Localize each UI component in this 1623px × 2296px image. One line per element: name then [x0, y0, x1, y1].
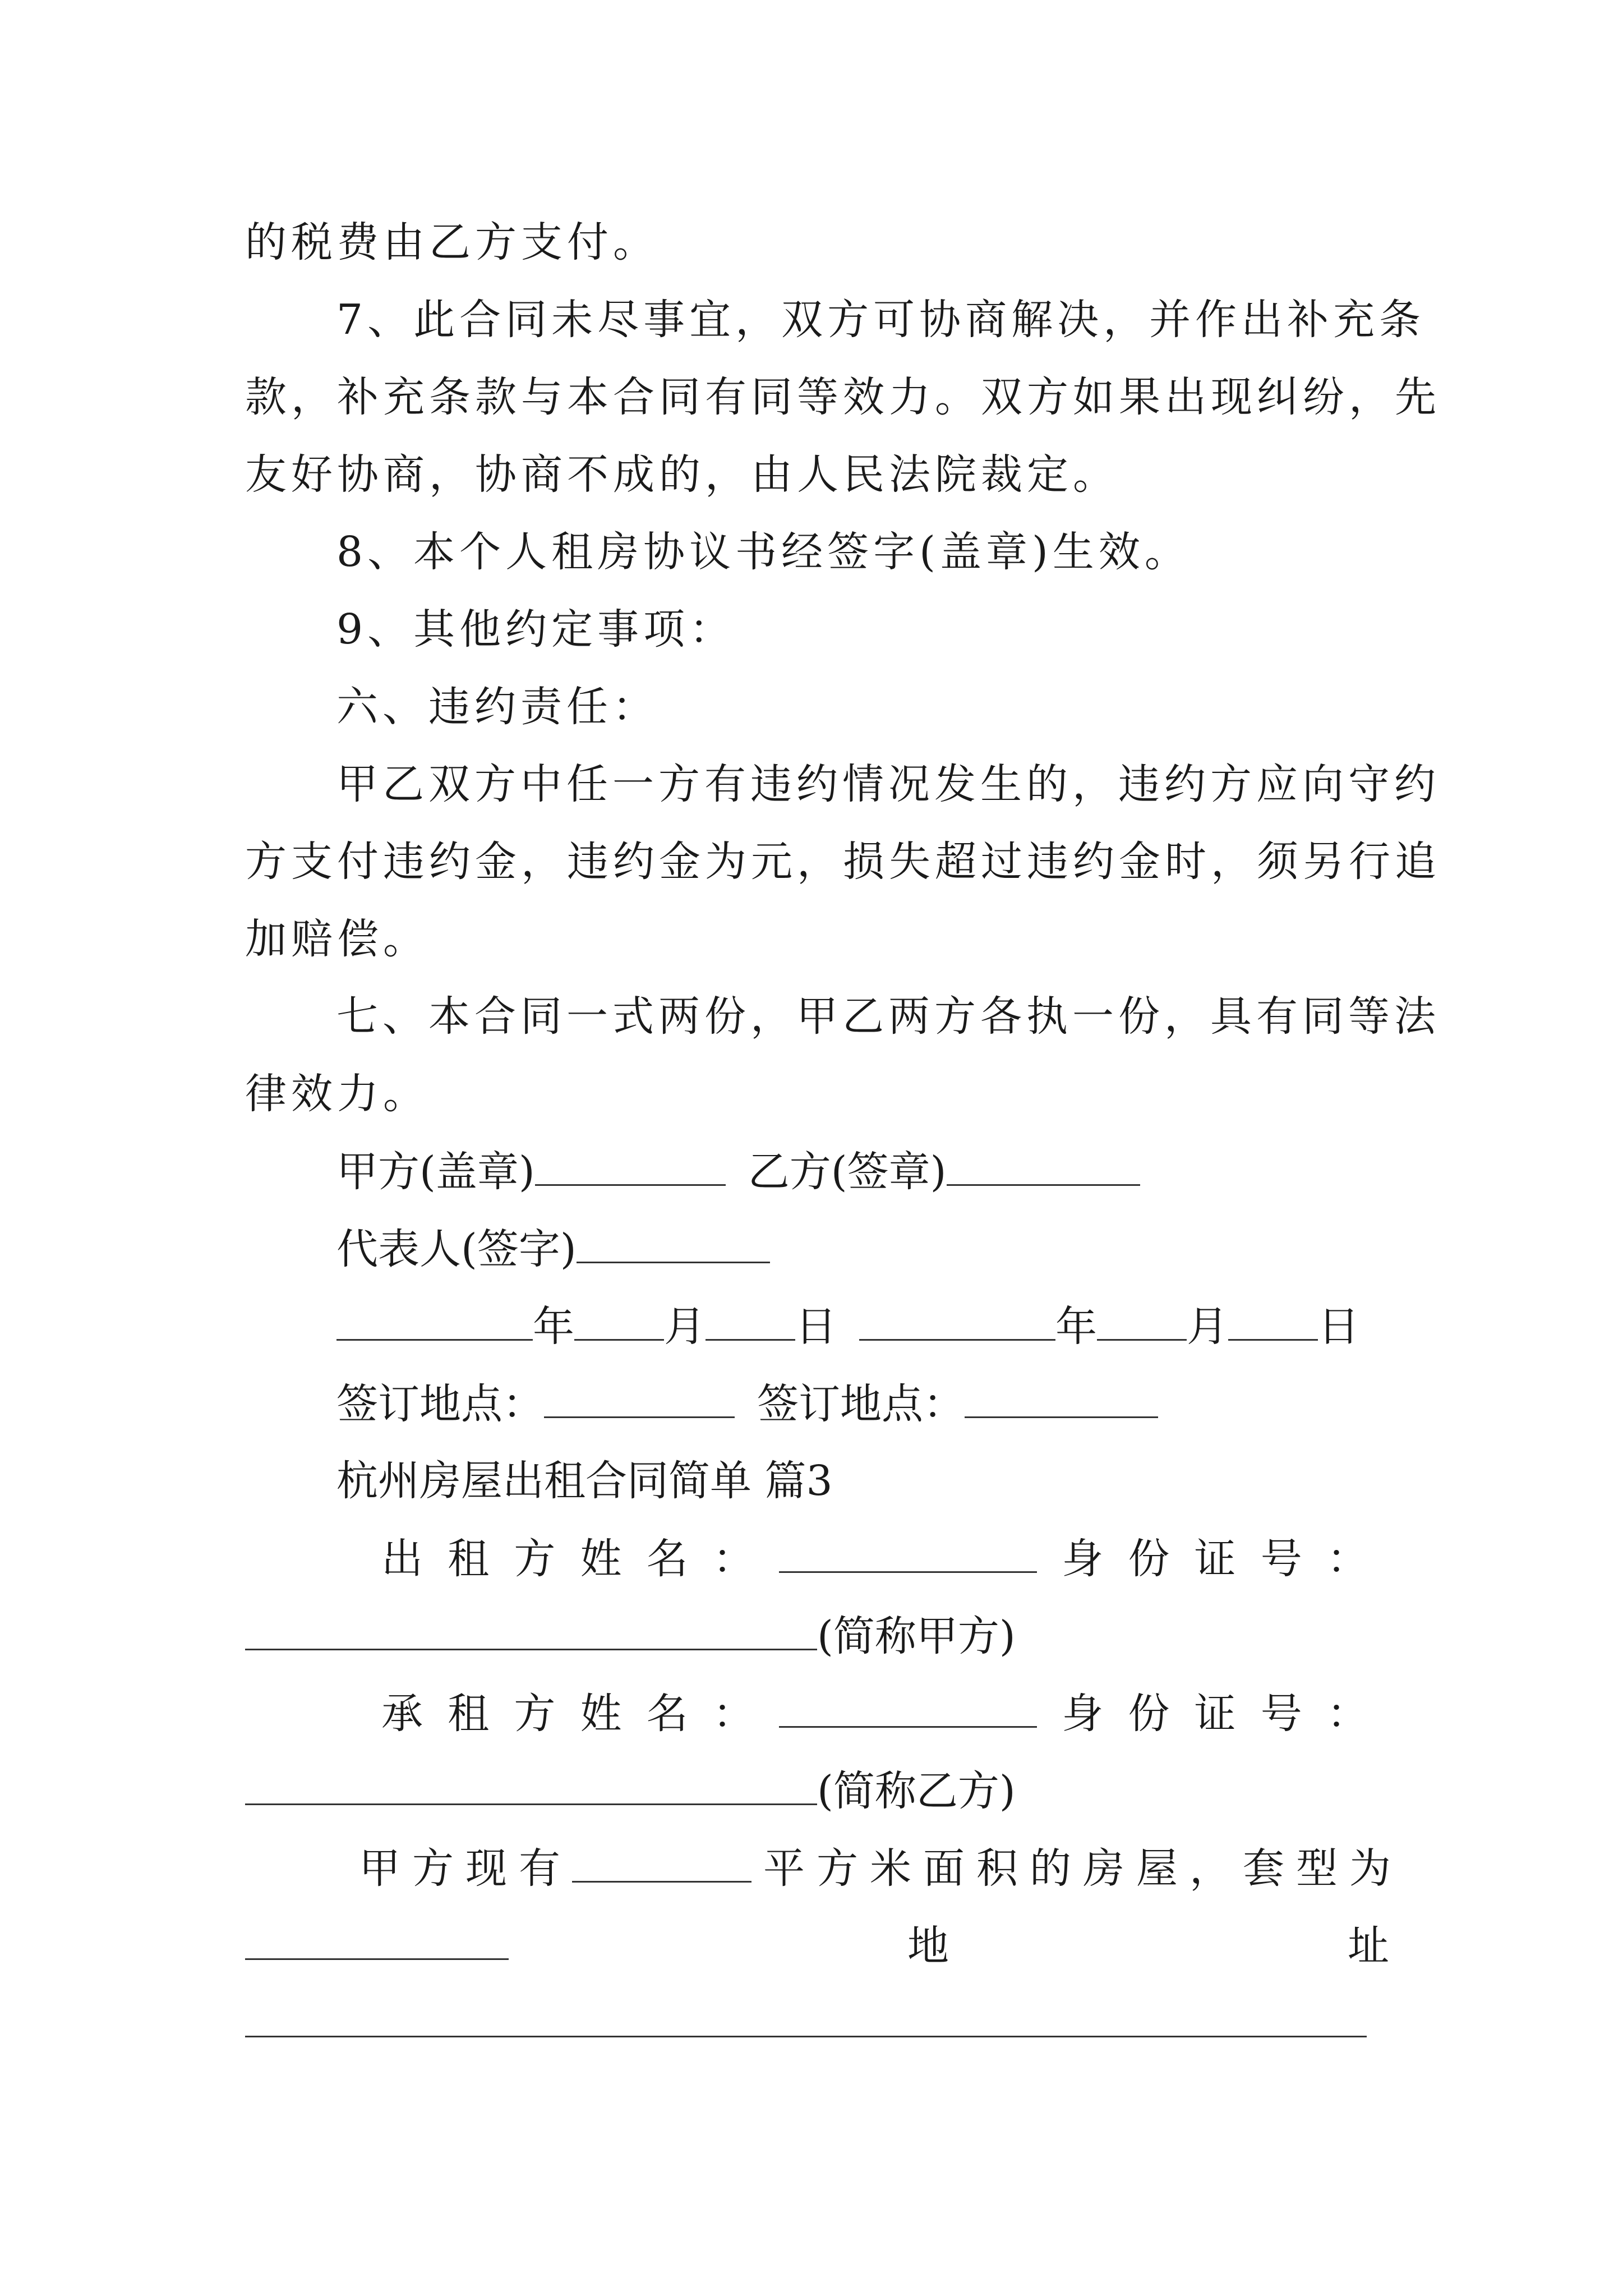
lessor-id-blank[interactable] — [245, 1615, 817, 1650]
house-char: 积 — [976, 1844, 1018, 1893]
section-6-line-1: 甲乙双方中任一方有违约情况发生的，违约方应向守约 — [336, 760, 1440, 808]
address-char: 址 — [1348, 1922, 1389, 1970]
abbr-party-b: (简称乙方) — [817, 1767, 1016, 1815]
id-char: ： — [1326, 1690, 1368, 1738]
lessor-row — [381, 1535, 1368, 1583]
address-row — [245, 1922, 1389, 1970]
lessee-char: 方 — [514, 1690, 556, 1738]
id-char: 份 — [1128, 1535, 1170, 1583]
section-6-line-2: 方支付违约金，违约金为元，损失超过违约金时，须另行追 — [245, 838, 1441, 886]
house-char: 有 — [519, 1844, 560, 1893]
section-6-heading: 六、违约责任： — [336, 683, 658, 731]
representative-label: 代表人(签字) — [336, 1225, 577, 1273]
section-6-line-3: 加赔偿。 — [245, 915, 429, 963]
year-blank-a[interactable] — [336, 1305, 533, 1341]
paragraph-tax: 的税费由乙方支付。 — [245, 218, 659, 266]
address-line — [245, 2002, 1367, 2044]
party-a-label: 甲方(盖章) — [336, 1148, 535, 1196]
lessee-char: 承 — [381, 1690, 423, 1738]
house-char: 现 — [465, 1844, 507, 1893]
lessor-char: 名 — [646, 1535, 688, 1583]
lessor-char: 租 — [448, 1535, 490, 1583]
signature-row — [336, 1148, 1140, 1196]
house-char: 方 — [412, 1844, 454, 1893]
house-char: ， — [1189, 1844, 1231, 1893]
day-blank-a[interactable] — [706, 1305, 795, 1341]
house-char: 方 — [817, 1844, 858, 1893]
party-b-label: 乙方(签章) — [748, 1148, 947, 1196]
year-blank-b[interactable] — [859, 1305, 1055, 1341]
party-a-signature-blank[interactable] — [535, 1151, 726, 1186]
house-char: 房 — [1083, 1844, 1124, 1893]
id-char: 证 — [1194, 1690, 1236, 1738]
id-char: 身 — [1062, 1690, 1104, 1738]
representative-row — [336, 1225, 770, 1273]
lessee-name-blank[interactable] — [779, 1692, 1037, 1728]
day-label-b: 日 — [1318, 1303, 1359, 1351]
id-char: 号 — [1260, 1690, 1302, 1738]
day-label-a: 日 — [795, 1303, 837, 1351]
id-char: 号 — [1260, 1535, 1302, 1583]
month-label-a: 月 — [664, 1303, 706, 1351]
clause-7-line-2: 款，补充条款与本合同有同等效力。双方如果出现纠纷，先 — [245, 373, 1441, 421]
house-char: 甲 — [359, 1844, 400, 1893]
lessee-char: 租 — [448, 1690, 490, 1738]
clause-8: 8、本个人租房协议书经签字(盖章)生效。 — [336, 528, 1191, 576]
lessee-char: 名 — [646, 1690, 688, 1738]
id-char: 份 — [1128, 1690, 1170, 1738]
lessor-char: 姓 — [580, 1535, 622, 1583]
id-char: 身 — [1062, 1535, 1104, 1583]
house-char: 型 — [1296, 1844, 1338, 1893]
lessee-id-blank[interactable] — [245, 1770, 817, 1805]
abbr-party-a: (简称甲方) — [817, 1612, 1016, 1660]
clause-7-line-1: 7、此合同未尽事宜，双方可协商解决，并作出补充条 — [336, 296, 1426, 344]
signing-place-label-b: 签订地点： — [757, 1380, 965, 1428]
lessor-name-blank[interactable] — [779, 1538, 1037, 1573]
address-blank[interactable] — [245, 2002, 1367, 2037]
month-blank-b[interactable] — [1097, 1305, 1187, 1341]
section-7-line-2: 律效力。 — [245, 1070, 429, 1118]
lessee-char: ： — [712, 1690, 754, 1738]
signing-place-blank-a[interactable] — [544, 1383, 735, 1418]
lessee-char: 姓 — [580, 1690, 622, 1738]
signing-place-row — [336, 1380, 1158, 1428]
contract-3-title: 杭州房屋出租合同简单 篇3 — [336, 1457, 833, 1505]
house-char: 屋 — [1136, 1844, 1178, 1893]
house-row — [359, 1844, 1391, 1893]
house-char: 的 — [1030, 1844, 1071, 1893]
id-char: 证 — [1194, 1535, 1236, 1583]
house-char: 套 — [1243, 1844, 1284, 1893]
signing-place-label-a: 签订地点： — [336, 1380, 544, 1428]
address-char: 地 — [907, 1922, 949, 1970]
house-type-blank[interactable] — [245, 1925, 509, 1960]
lessor-char: ： — [712, 1535, 754, 1583]
section-7-line-1: 七、本合同一式两份，甲乙两方各执一份，具有同等法 — [336, 992, 1440, 1041]
party-b-signature-blank[interactable] — [947, 1151, 1140, 1186]
area-blank[interactable] — [572, 1847, 751, 1883]
clause-7-line-3: 友好协商，协商不成的，由人民法院裁定。 — [245, 450, 1119, 499]
representative-signature-blank[interactable] — [577, 1228, 770, 1263]
house-char: 米 — [870, 1844, 911, 1893]
id-char: ： — [1326, 1535, 1368, 1583]
clause-9: 9、其他约定事项： — [336, 605, 736, 654]
year-label-a: 年 — [533, 1303, 574, 1351]
month-label-b: 月 — [1187, 1303, 1228, 1351]
lessor-char: 方 — [514, 1535, 556, 1583]
lessor-id-row — [245, 1612, 1016, 1660]
lessee-id-row — [245, 1767, 1016, 1815]
year-label-b: 年 — [1055, 1303, 1097, 1351]
house-char: 为 — [1349, 1844, 1391, 1893]
date-row — [336, 1303, 1359, 1351]
house-char: 面 — [923, 1844, 965, 1893]
signing-place-blank-b[interactable] — [965, 1383, 1158, 1418]
month-blank-a[interactable] — [574, 1305, 664, 1341]
house-char: 平 — [763, 1844, 805, 1893]
day-blank-b[interactable] — [1228, 1305, 1318, 1341]
lessee-row — [381, 1690, 1368, 1738]
lessor-char: 出 — [381, 1535, 423, 1583]
